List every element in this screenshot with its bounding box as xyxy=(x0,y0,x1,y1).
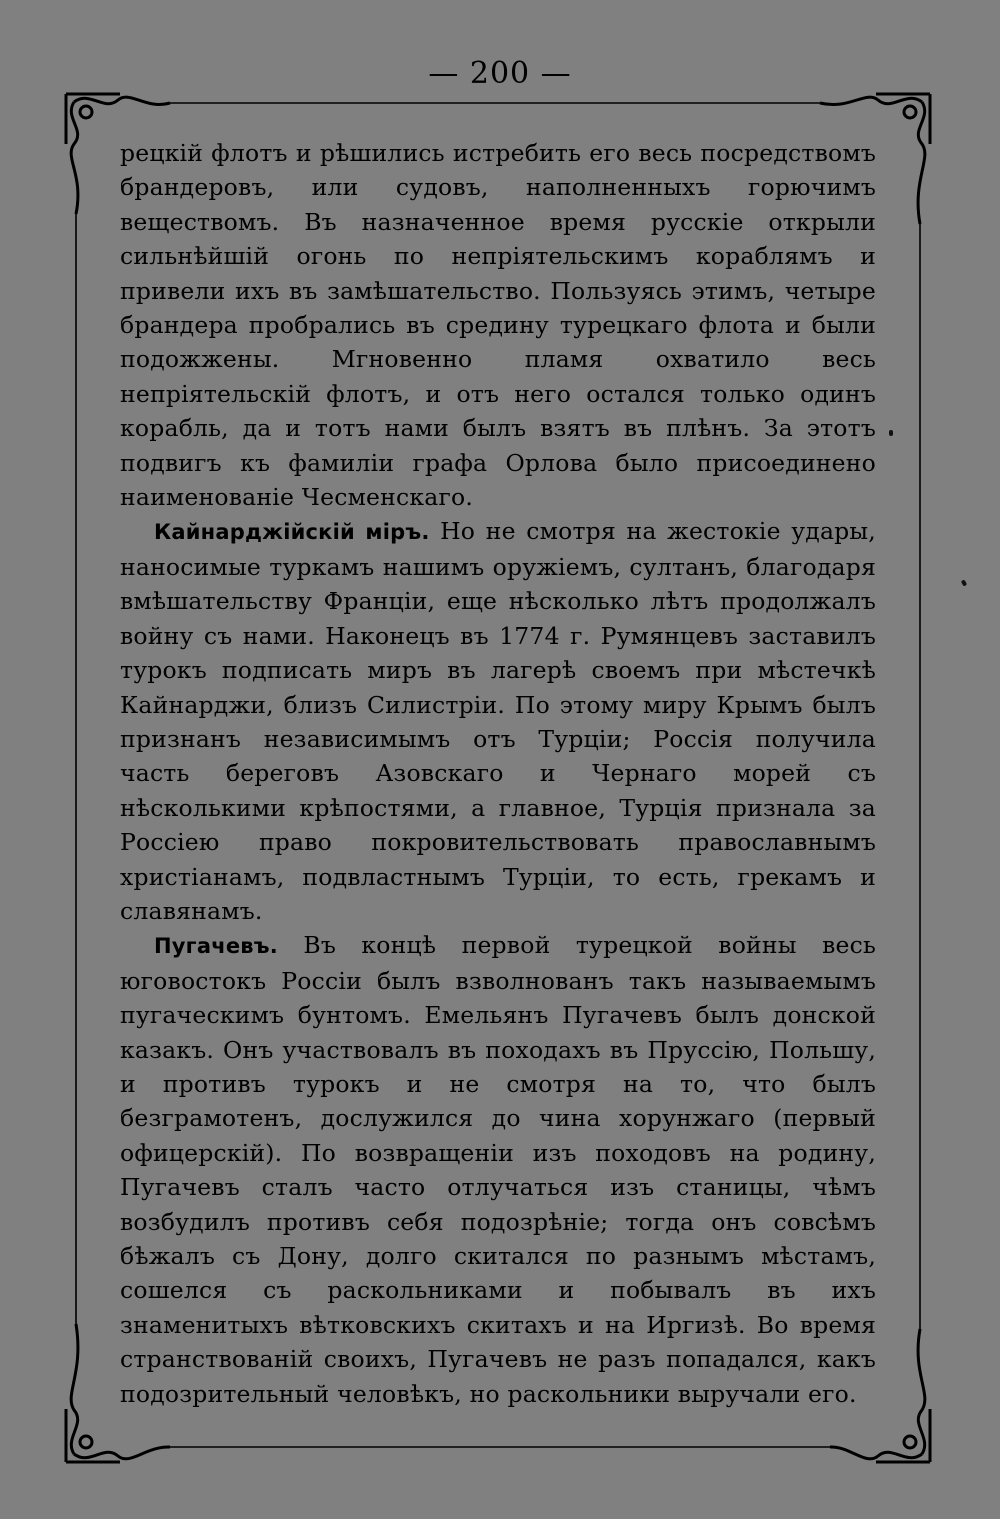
paragraph-text: Въ концѣ первой турецкой войны весь юговостокъ Россіи былъ взволнованъ такъ называемымъ пугаческимъ бунтомъ. Емельянъ Пугачевъ былъ донской казакъ. Онъ участвовалъ въ походахъ въ Пруссію, Польшу, и противъ турокъ и не смотря на то, что былъ безграмотенъ, дослужился до чина хорунжаго (первый офицерскій). По возвращеніи изъ походовъ на родину, Пугачевъ сталъ часто отлучаться изъ станицы, чѣмъ возбудилъ противъ себя подозрѣніе; тогда онъ совсѣмъ бѣжалъ съ Дону, долго скитался по разнымъ мѣстамъ, сошелся съ раскольниками и побывалъ въ ихъ знаменитыхъ вѣтковскихъ скитахъ и на Иргизѣ. Во время странствованій своихъ, Пугачевъ не разъ попадался, какъ подозрительный человѣкъ, но раскольники выручали его. xyxy=(120,931,876,1408)
section-heading: Пугачевъ. xyxy=(154,934,278,959)
section-heading: Кайнарджійскій міръ. xyxy=(154,520,430,545)
paragraph-chesma xyxy=(120,136,876,514)
paragraph-text: Но не смотря на жестокіе удары, наносимые туркамъ нашимъ оружіемъ, султанъ, благодаря вмѣшательству Франціи, еще нѣсколько лѣтъ продолжалъ войну съ нами. Наконецъ въ 1774 г. Румянцевъ заставилъ турокъ подписать миръ въ лагерѣ своемъ при мѣстечкѣ Кайнарджи, близъ Силистріи. По этому миру Крымъ былъ признанъ независимымъ отъ Турціи; Россія получила часть береговъ Азовскаго и Чернаго морей съ нѣсколькими крѣпостями, а главное, Турція признала за Россіею право покровительствовать православнымъ христіанамъ, подвластнымъ Турціи, то есть, грекамъ и славянамъ. xyxy=(120,517,876,925)
paragraph-kainardzhi xyxy=(120,514,876,928)
page-number: — 200 — xyxy=(428,56,572,91)
print-speck xyxy=(961,579,967,586)
paragraph-text: рецкій флотъ и рѣшились истребить его весь посредствомъ брандеровъ, или судовъ, наполненныхъ горючимъ веществомъ. Въ назначенное время русскіе открыли сильнѣйшій огонь по непріятельскимъ кораблямъ и привели ихъ въ замѣшательство. Пользуясь этимъ, четыре брандера пробрались въ средину турецкаго флота и были подожжены. Мгновенно пламя охватило весь непріятельскій флотъ, и отъ него остался только одинъ корабль, да и тотъ нами былъ взятъ въ плѣнъ. За этотъ подвигъ къ фамиліи графа Орлова было присоединено наименованіе Чесменскаго. xyxy=(120,139,876,512)
print-speck xyxy=(889,430,893,436)
main-text xyxy=(120,136,876,1411)
paragraph-pugachev xyxy=(120,928,876,1411)
